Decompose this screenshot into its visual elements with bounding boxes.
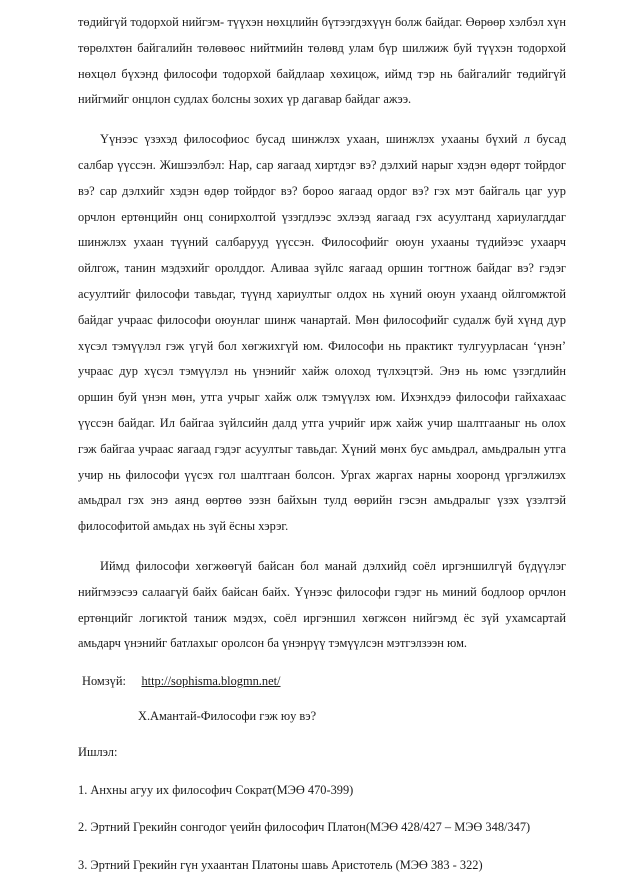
document-page: [78, 10, 566, 879]
references-label: Ишлэл:: [78, 744, 118, 759]
reference-item: 3. Эртний Грекийн гүн ухаантан Платоны шавь Аристотель (МЭӨ 383 - 322): [78, 858, 483, 873]
source-title: Х.Амантай-Философи гэж юу вэ?: [138, 708, 317, 723]
paragraph-intro: төдийгүй тодорхой нийгэм- түүхэн нөхцлийн бүтээгдэхүүн болж байдаг. Өөрөөр хэлбэл хүн төрөлхтөн байгалийн төлөвөөс нийтмийн төлөвд улам бүр шилжиж буй түүхэн тодорхой нөхцөл бүхэнд философи тодорхой байдлаар хөхицож, иймд тэр нь байгалийг төдийгүй нийгмийг онцлон судлах болсны зохих үр дагавар байдаг ажээ.: [78, 15, 566, 107]
paragraph-sciences-origin: Үүнээс үзэхэд философиос бусад шинжлэх ухаан, шинжлэх ухааны бүхий л бусад салбар үүссэн. Жишээлбэл: Нар, сар яагаад хиртдэг вэ? дэлхий нарыг хэдэн өдөрт тойрдог вэ? сар дэлхийг хэдэн өдөр тойрдог вэ? бороо яагаад ордог вэ? гэх мэт байгаль цаг уур орчлон ертөнцийн онц сонирхолтой үзэгдлээс эхлээд яагаад гэх асуултанд хариулагддаг шинжлэх ухаан түүний салбарууд үүссэн. Философийг оюун ухааны түдийээс ухаарч ойлгож, танин мэдэхийг оролддог. Аливаа зүйлс яагаад оршин тогтнож байдаг вэ? гэдэг асуултийг философи тавьдаг, түүнд хариултыг олдох нь хүний оюун ухаанд ойлгомжтой байдаг учраас философи оюунлаг шинж чанартай. Мөн философийг судалж буй хүнд дур хүсэл тэмүүлэл гэж үгүй бол хөгжихгүй юм. Философи нь практикт тулгуурласан ‘үнэн’ учраас дур хүсэл тэмүүлэл нь үнэнийг хайж олоход түлхэцтэй. Энэ нь юмс үзэгдлийн оршин буй үнэн мөн, утга учрыг хайж олж тэмүүлэх юм. Ихэнхдээ философи гайхахаас үүссэн байдаг. Ил байгаа зүйлсийн далд утга учрийг ирж хайж учир шалтгааныг нь олох гэж байгаа учраас яагаад гэдэг асуултыг тавьдаг. Хүний мөнх бус амьдрал, амьдралын утга учир нь философи үүсэх гол шалтгаан болсон. Ургах жаргах нарны хооронд үргэлжилэх амьдрал гэх энэ аянд өөртөө ээзн байхын тулд өөрийн гэсэн амьдралыг үзэх үзэлтэй философитой амьдах нь зүй ёсны хэрэг.: [78, 132, 566, 534]
source-link[interactable]: http://sophisma.blogmn.net/: [141, 674, 281, 689]
reference-item: 1. Анхны агуу их философич Сократ(МЭӨ 470-399): [78, 782, 354, 797]
source-label: Номзүй:: [82, 674, 126, 689]
source-row: [78, 669, 566, 695]
reference-item: 2. Эртний Грекийн сонгодог үеийн философич Платон(МЭӨ 428/427 – МЭӨ 348/347): [78, 820, 531, 835]
paragraph-conclusion: Иймд философи хөгжөөгүй байсан бол манай дэлхийд соёл иргэншилгүй бүдүүлэг нийгмээсээ салаагүй байх байсан байх. Үүнээс философи гэдэг нь миний бодлоор орчлон ертөнцийг логиктой таниж мэдэх, соёл иргэншил хөгжсөн нийгэмд ёс зүй ухамсартай амьдарч үнэнийг батлахыг оролсон ба үнэнрүү тэмүүлсэн мэтгэлзээн юм.: [78, 558, 566, 651]
